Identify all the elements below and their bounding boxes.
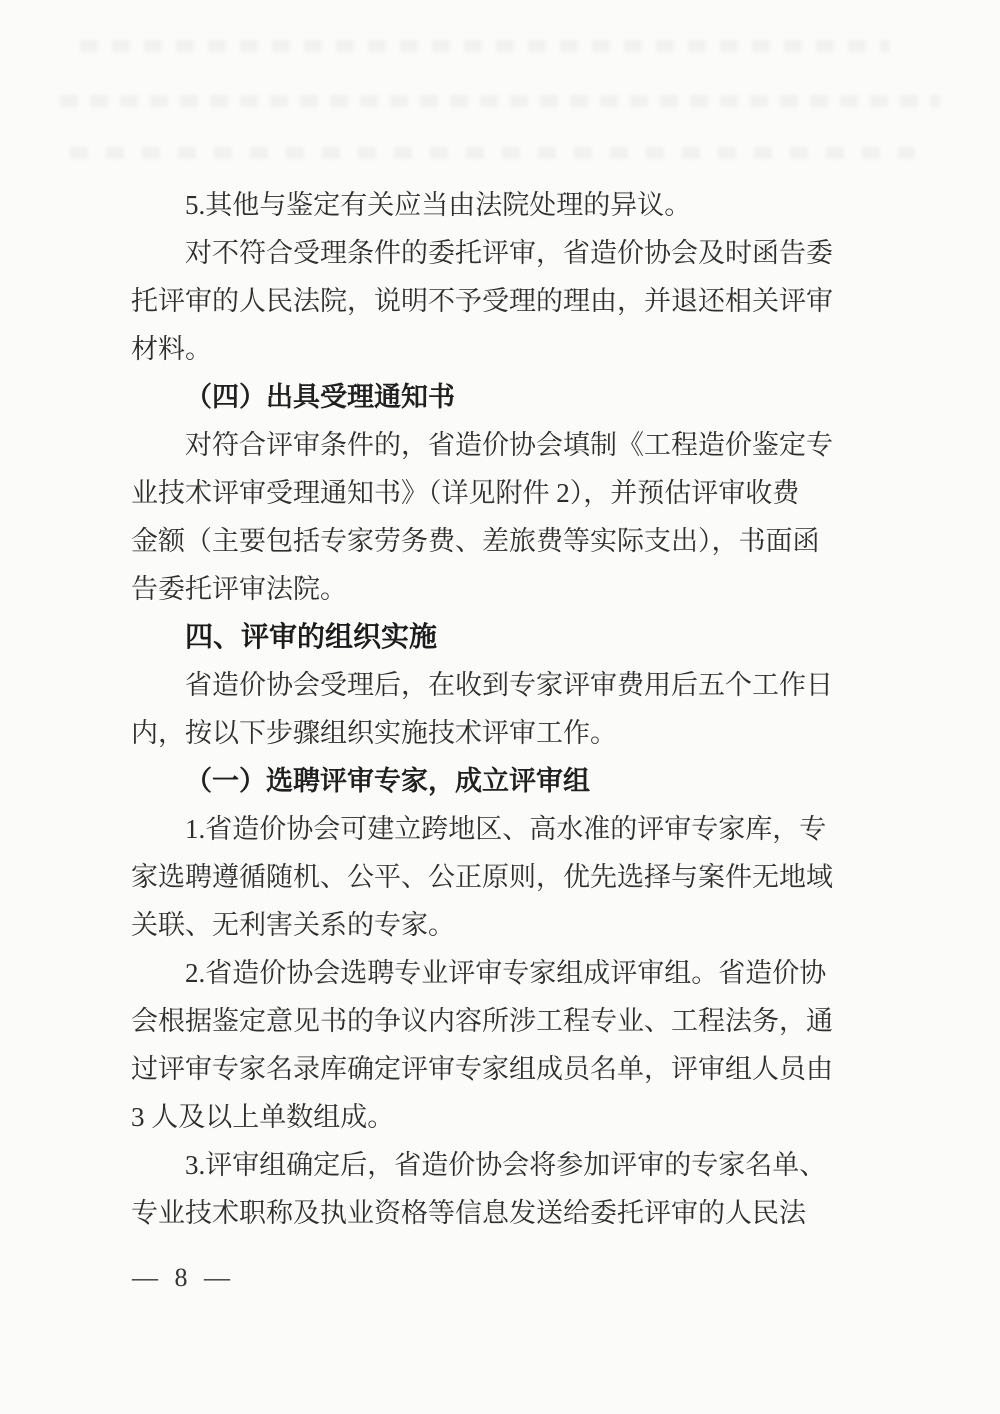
scan-bleedthrough-artifact: [60, 35, 940, 165]
text-line: 告委托评审法院。: [131, 574, 347, 604]
text-line: 对不符合受理条件的委托评审，省造价协会及时函告委: [185, 238, 833, 268]
text-line: 金额（主要包括专家劳务费、差旅费等实际支出），书面函: [131, 526, 820, 556]
text-line: 业技术评审受理通知书》（详见附件 2），并预估评审收费: [131, 478, 800, 508]
sub-section-heading: （四）出具受理通知书: [185, 382, 455, 412]
text-line: 专业技术职称及执业资格等信息发送给委托评审的人民法: [131, 1198, 806, 1228]
text-line: 省造价协会受理后，在收到专家评审费用后五个工作日: [185, 670, 833, 700]
text-line: 托评审的人民法院，说明不予受理的理由，并退还相关评审: [131, 286, 833, 316]
text-line: 材料。: [131, 334, 212, 364]
text-line: 过评审专家名录库确定评审专家组成员名单，评审组人员由: [131, 1054, 833, 1084]
page-number-footer: — 8 —: [132, 1263, 235, 1292]
text-line: 5.其他与鉴定有关应当由法院处理的异议。: [185, 190, 692, 220]
text-line: 3.评审组确定后，省造价协会将参加评审的专家名单、: [185, 1150, 827, 1180]
text-line: 内，按以下步骤组织实施技术评审工作。: [131, 718, 617, 748]
document-body: [131, 181, 851, 1237]
text-line: 会根据鉴定意见书的争议内容所涉工程专业、工程法务，通: [131, 1006, 833, 1036]
section-heading: 四、评审的组织实施: [185, 621, 438, 652]
sub-section-heading: （一）选聘评审专家，成立评审组: [185, 766, 590, 796]
text-line: 2.省造价协会选聘专业评审专家组成评审组。省造价协: [185, 958, 827, 988]
text-line: 对符合评审条件的，省造价协会填制《工程造价鉴定专: [185, 430, 833, 460]
text-line: 3 人及以上单数组成。: [131, 1102, 395, 1132]
text-line: 1.省造价协会可建立跨地区、高水准的评审专家库，专: [185, 814, 827, 844]
text-line: 关联、无利害关系的专家。: [131, 910, 455, 940]
text-line: 家选聘遵循随机、公平、公正原则，优先选择与案件无地域: [131, 862, 833, 892]
